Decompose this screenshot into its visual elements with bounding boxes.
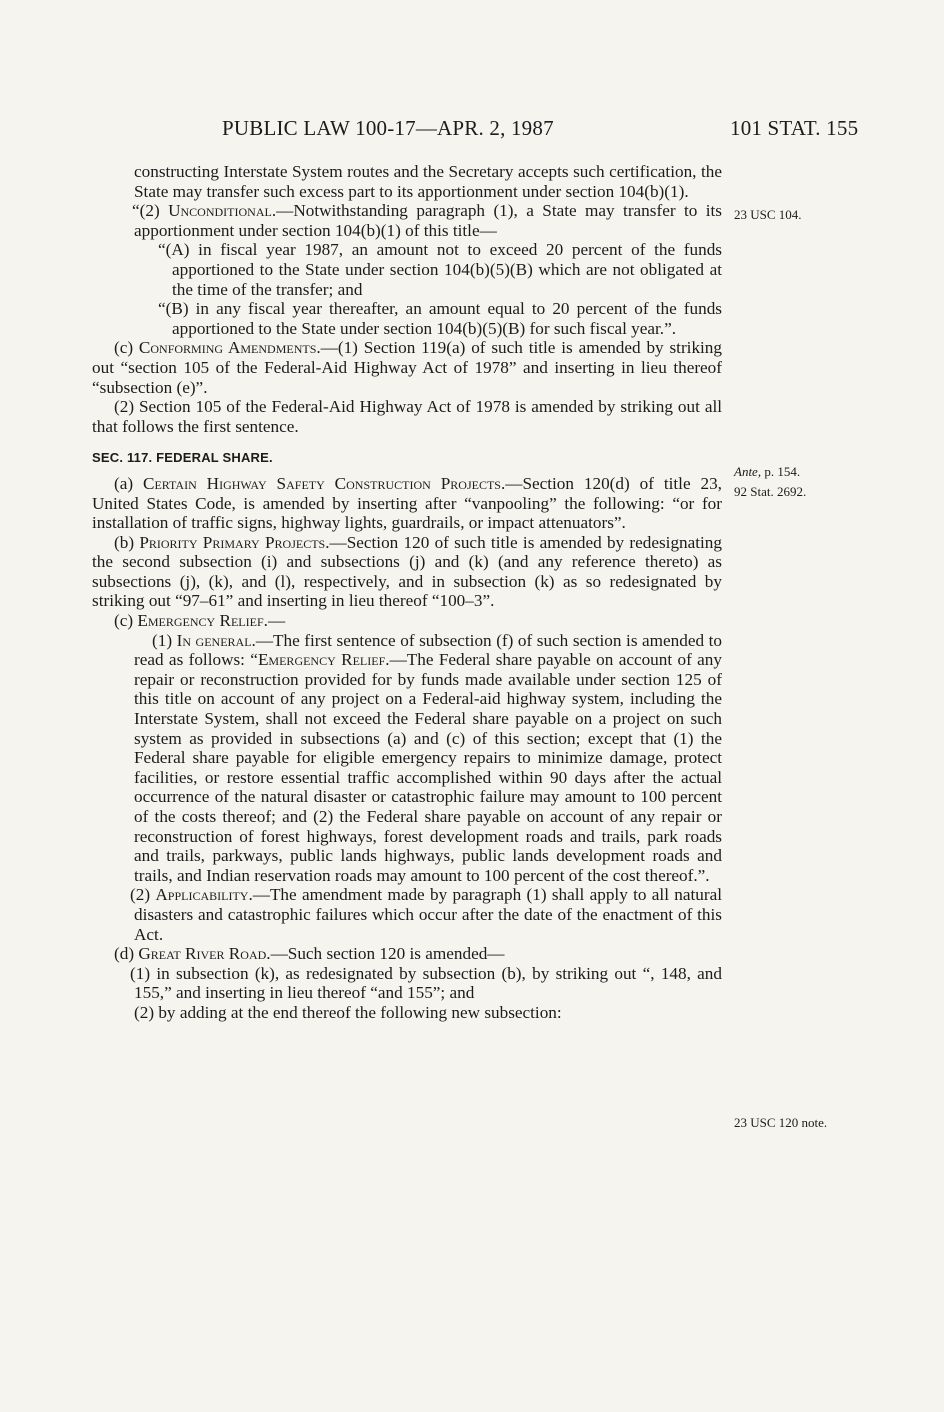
paragraph-emergency-relief: (c) Emergency Relief.—	[114, 611, 286, 631]
margin-note-ante: Ante, p. 154.	[734, 464, 801, 479]
paragraph-continuation: constructing Interstate System routes and the Secretary accepts such certification, the State may transfer such excess part to its apportionment under section 104(b)(1).	[134, 162, 722, 201]
paragraph-applicability: (2) Applicability.—The amendment made by paragraph (1) shall apply to all natural disasters and catastrophic failures which occur after the date of the enactment of this Act.	[130, 885, 722, 944]
margin-note-92-stat: 92 Stat. 2692.	[734, 484, 807, 499]
margin-note-usc-104: 23 USC 104.	[734, 207, 802, 222]
section-heading: SEC. 117. FEDERAL SHARE.	[92, 450, 273, 466]
paragraph-unconditional: “(2) Unconditional.—Notwithstanding paragraph (1), a State may transfer to its apportionment under section 104(b)(1) of this title—	[132, 201, 722, 240]
subparagraph-b: “(B) in any fiscal year thereafter, an amount equal to 20 percent of the funds apportioned to the State under section 104(b)(5)(B) for such fiscal year.”.	[158, 299, 722, 338]
paragraph-section-105: (2) Section 105 of the Federal-Aid Highway Act of 1978 is amended by striking out all that follows the first sentence.	[92, 397, 722, 436]
subparagraph-a: “(A) in fiscal year 1987, an amount not to exceed 20 percent of the funds apportioned to the State under section 104(b)(5)(B) which are not obligated at the time of the transfer; and	[158, 240, 722, 299]
paragraph-great-river-road: (d) Great River Road.—Such section 120 is amended—	[114, 944, 505, 964]
running-header-title: PUBLIC LAW 100-17—APR. 2, 1987	[222, 116, 554, 140]
statute-body-text	[92, 162, 722, 1023]
paragraph-priority-primary: (b) Priority Primary Projects.—Section 120 of such title is amended by redesignating the second subsection (i) and subsections (j) and (k) (and any reference thereto) as subsections (j), (k), and (l), respectively, and in subsection (k) as so redesignated by striking out “97–61” and inserting in lieu thereof “100–3”.	[92, 532, 722, 611]
paragraph-conforming-amendments: (c) Conforming Amendments.—(1) Section 119(a) of such title is amended by striking out “section 105 of the Federal-Aid Highway Act of 1978” and inserting in lieu thereof “subsection (e)”.	[92, 338, 722, 397]
paragraph-subsection-k: (1) in subsection (k), as redesignated by subsection (b), by striking out “, 148, and 155,” and inserting in lieu thereof “and 155”; and	[130, 963, 722, 1003]
margin-note-usc-120-note: 23 USC 120 note.	[734, 1115, 828, 1130]
running-header-stat-page: 101 STAT. 155	[730, 116, 859, 140]
paragraph-in-general: (1) In general.—The first sentence of subsection (f) of such section is amended to read as follows: “Emergency Relief.—The Federal share payable on account of any repair or reconstruction provided for by funds made available under section 125 of this title on account of any project on a Federal-aid highway system, including the Interstate System, shall not exceed the Federal share payable on a project on such system as provided in subsections (a) and (c) of this section; except that (1) the Federal share payable for eligible emergency repairs to minimize damage, protect facilities, or restore essential traffic accomplished within 90 days after the actual occurrence of the natural disaster or catastrophic failure may amount to 100 percent of the costs thereof; and (2) the Federal share payable on account of any repair or reconstruction of forest highways, forest development roads and trails, park roads and trails, parkways, public lands highways, public lands development roads and trails, and Indian reservation roads may amount to 100 percent of the cost thereof.”.	[134, 630, 723, 885]
paragraph-safety-construction: (a) Certain Highway Safety Construction Projects.—Section 120(d) of title 23, United States Code, is amended by inserting after “vanpooling” the following: “or for installation of traffic signs, highway lights, guardrails, or impact attenuators”.	[92, 473, 722, 533]
paragraph-new-subsection: (2) by adding at the end thereof the following new subsection:	[134, 1002, 562, 1022]
